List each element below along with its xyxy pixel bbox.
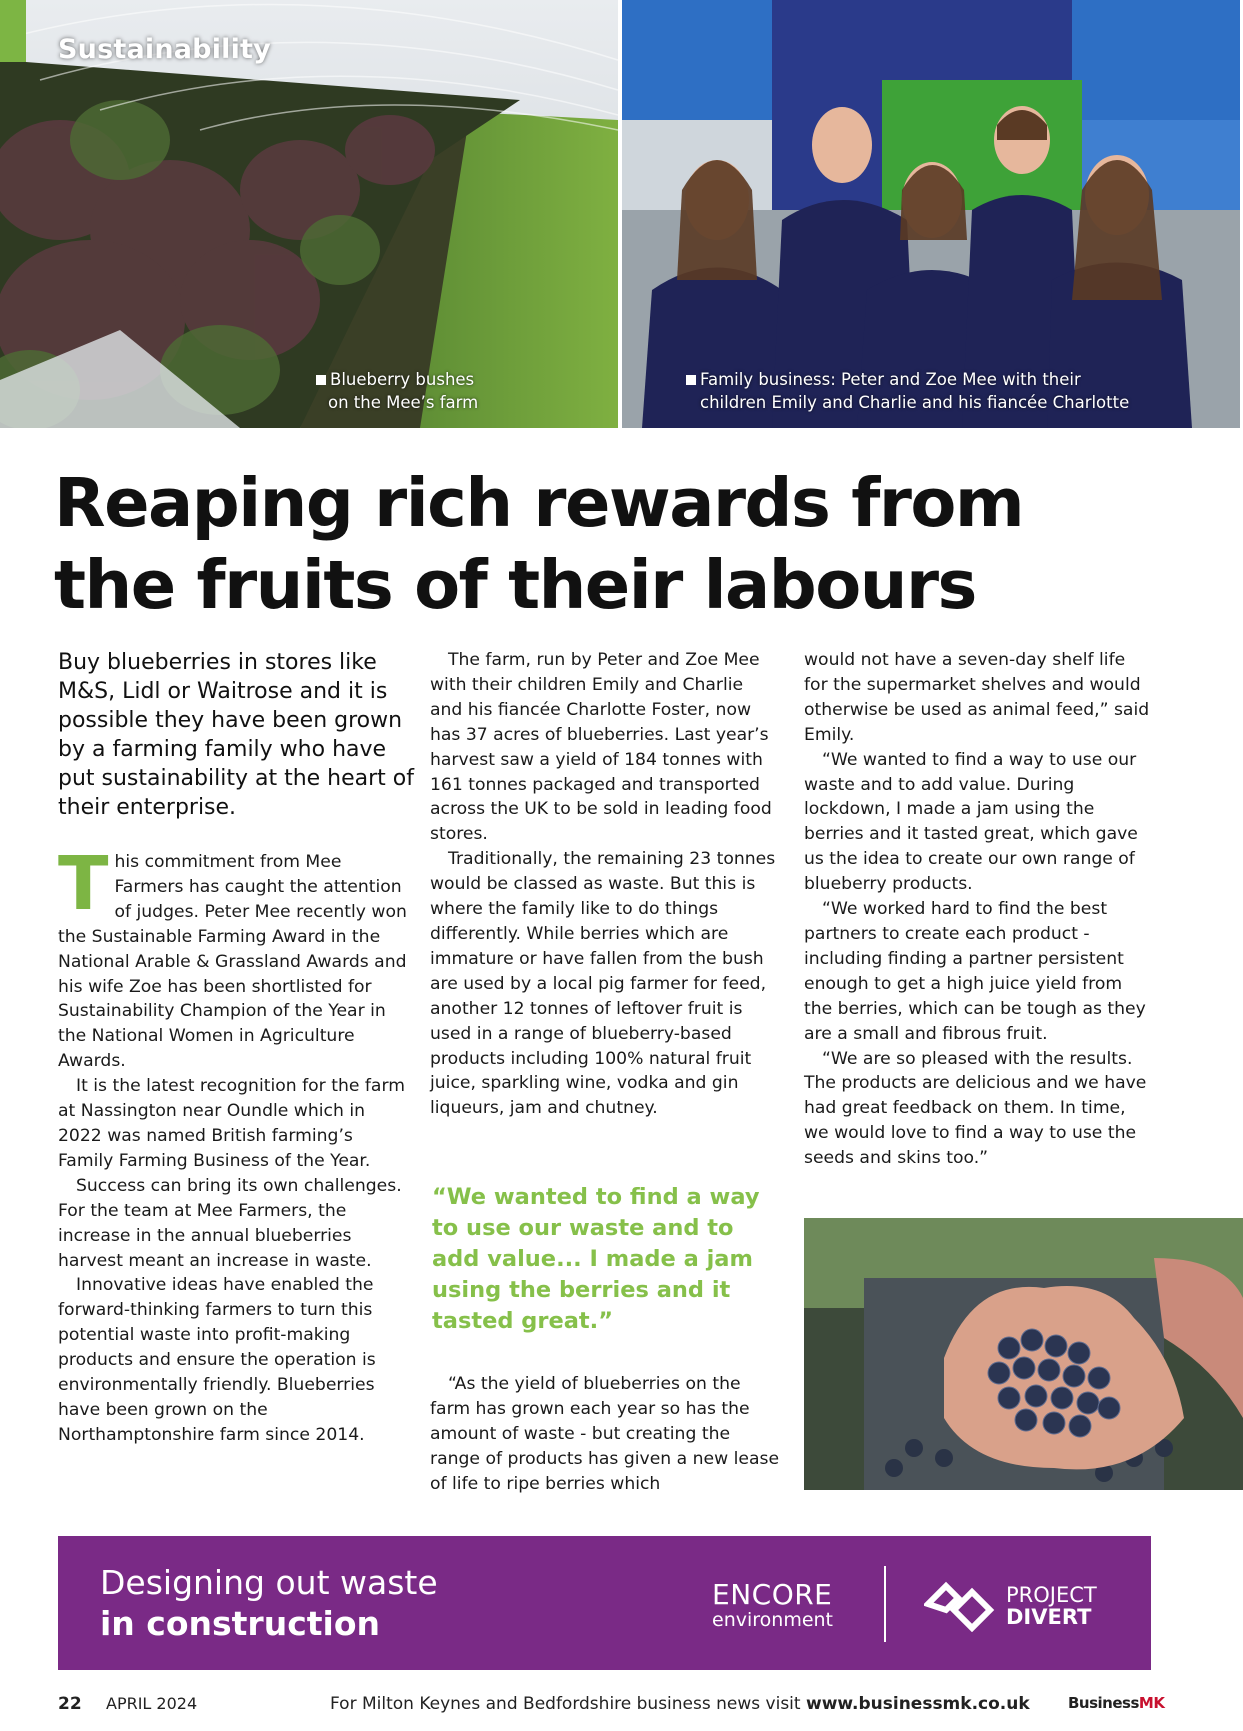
article-column-2 (430, 648, 780, 1121)
paragraph: “As the yield of blueberries on the farm has grown each year so has the amount of waste - but creating the range of products has given a new lease of life to ripe berries which (430, 1374, 780, 1494)
banner-headline: Designing out waste in construction (100, 1563, 438, 1643)
footer-date: APRIL 2024 (106, 1694, 198, 1713)
blueberries-in-hands-photo (804, 1218, 1243, 1490)
footer-tagline: For Milton Keynes and Bedfordshire business news visit www.businessmk.co.uk (330, 1694, 1030, 1714)
paragraph: Traditionally, the remaining 23 tonnes would be classed as waste. But this is where the family like to do things differently. While berries which are immature or have fallen from the bush are used by a local pig farmer for feed, another 12 tonnes of leftover fruit is used in a range of blueberry-based products including 100% natural fruit juice, sparkling wine, vodka and gin liqueurs, jam and chutney. (430, 849, 776, 1119)
photo-caption-right: Family business: Peter and Zoe Mee with their children Emily and Charlie and his fiancée Charlotte (686, 368, 1129, 414)
article-column-3 (804, 648, 1154, 1171)
paragraph: It is the latest recognition for the farm at Nassington near Oundle which in 2022 was named British farming’s Family Farming Business of the Year. (58, 1076, 405, 1171)
banner-divider (884, 1566, 886, 1642)
paragraph: The farm, run by Peter and Zoe Mee with their children Emily and Charlie and his fiancée Charlotte Foster, now has 37 acres of blueberries. Last year’s harvest saw a yield of 184 tonnes with 161 tonnes packaged and transported across the UK to be sold in leading food stores. (430, 650, 772, 845)
headline: Reaping rich rewards from the fruits of their labours (54, 464, 1024, 624)
paragraph: “We wanted to find a way to use our waste and to add value. During lockdown, I made a jam using the berries and it tasted great, which gave us the idea to create our own range of blueberry products. (804, 749, 1138, 895)
project-divert-wordmark: PROJECT DIVERT (1006, 1583, 1097, 1629)
article-column-1: This commitment from Mee Farmers has caught the attention of judges. Peter Mee recently won the Sustainable Farming Award in the National Arable & Grassland Awards and his wife Zoe has been shortlisted for Sustainability Champion of the Year in the National Women in Agriculture Awards. It is the latest recognition for the farm at Nassington near Oundle which in 2022 was named British farming’s Family Farming Business of the Year. Success can bring its own challenges. For the team at Mee Farmers, the increase in the annual blueberries harvest meant an increase in waste. Innovative ideas have enabled the forward-thinking farmers to turn this potential waste into profit-making products and ensure the operation is environmentally friendly. Blueberries have been grown on the Northamptonshire farm since 2014. (58, 850, 408, 1448)
family-photo (622, 0, 1240, 428)
paragraph: “We worked hard to find the best partners to create each product - including finding a partner persistent enough to get a high juice yield from the berries, which can be tough as they are a small and fibrous fruit. (804, 899, 1146, 1044)
footer-page-number: 22 (58, 1694, 82, 1714)
photo-caption-left: Blueberry bushes on the Mee’s farm (316, 368, 478, 414)
pull-quote: “We wanted to find a way to use our waste and to add value... I made a jam using the berries and it tasted great.” (432, 1184, 760, 1334)
paragraph: would not have a seven-day shelf life for the supermarket shelves and would otherwise be used as animal feed,” said Emily. (804, 650, 1150, 745)
paragraph: Success can bring its own challenges. For the team at Mee Farmers, the increase in the annual blueberries harvest meant an increase in waste. (58, 1175, 402, 1271)
business-mk-logo: BusinessMK (1068, 1694, 1165, 1712)
encore-environment-logo: ENCORE environment (712, 1578, 834, 1631)
article-column-2-continued (430, 1372, 780, 1497)
project-divert-logo-icon (924, 1576, 996, 1632)
drop-cap: T (58, 841, 109, 927)
caption-bullet-icon (316, 375, 326, 385)
paragraph: “We are so pleased with the results. The products are delicious and we have had great feedback on them. In time, we would love to find a way to use the seeds and skins too.” (804, 1048, 1147, 1169)
advert-banner[interactable] (58, 1536, 1151, 1670)
section-accent-bar (0, 0, 26, 62)
intro-standfirst: Buy blueberries in stores like M&S, Lidl or Waitrose and it is possible they have been grown by a farming family who have put sustainability at the heart of their enterprise. (58, 650, 415, 820)
section-label: Sustainability (58, 34, 271, 65)
footer-url[interactable]: www.businessmk.co.uk (805, 1694, 1030, 1714)
caption-bullet-icon (686, 375, 696, 385)
paragraph: Innovative ideas have enabled the forward-thinking farmers to turn this potential waste into profit-making products and ensure the operation is environmentally friendly. Blueberries have been grown on the Northamptonshire farm since 2014. (58, 1275, 376, 1445)
